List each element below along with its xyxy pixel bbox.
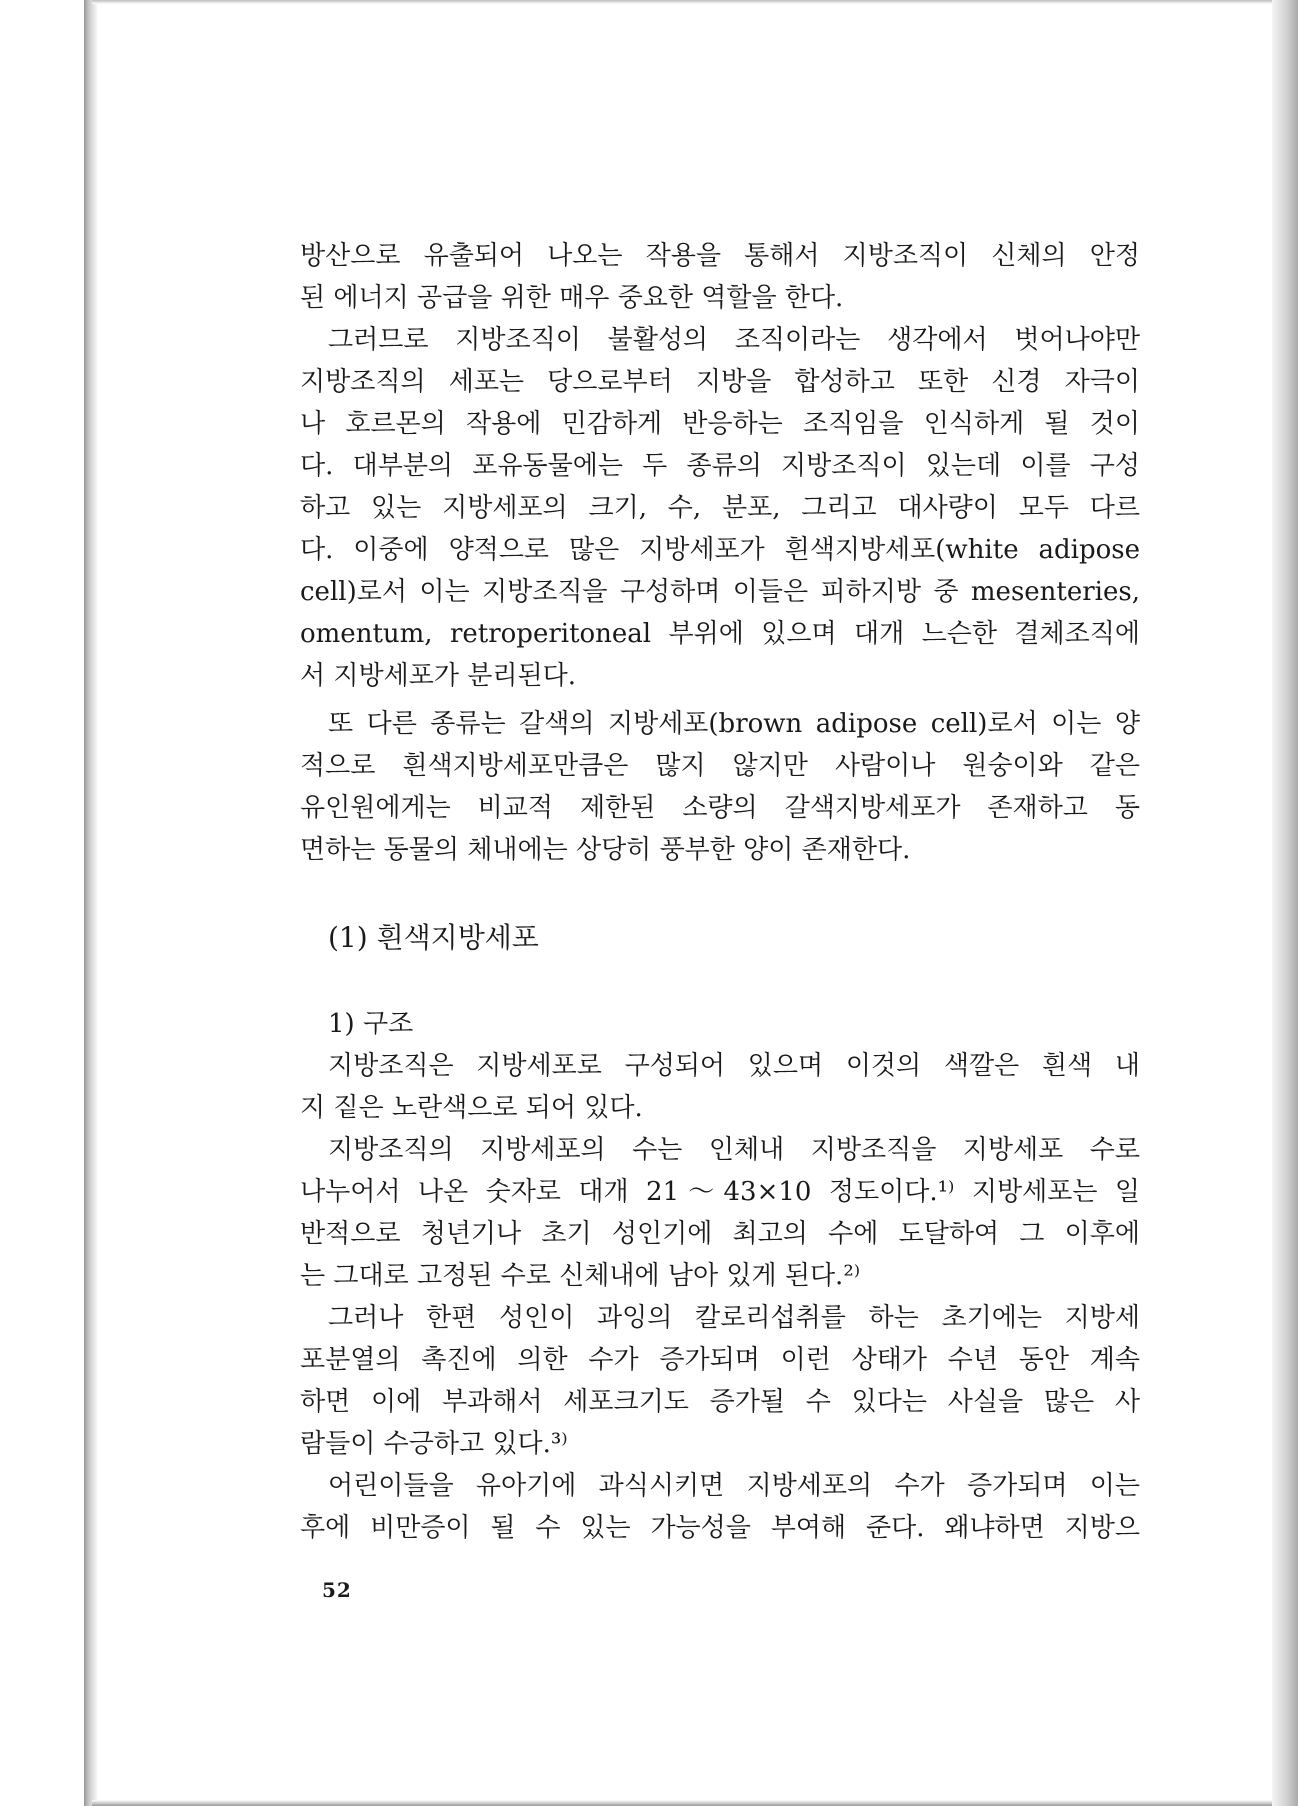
paragraph-1-line-2: 된 에너지 공급을 위한 매우 중요한 역할을 한다. bbox=[300, 283, 844, 313]
paragraph-2-line-8: omentum, retroperitoneal 부위에 있으며 대개 느슨한 결체조직에 bbox=[300, 619, 1140, 649]
paragraph-5-line-1: 지방조직의 지방세포의 수는 인체내 지방조직을 지방세포 수로 bbox=[328, 1135, 1140, 1165]
paragraph-4-line-1: 지방조직은 지방세포로 구성되어 있으며 이것의 색깔은 흰색 내 bbox=[328, 1051, 1140, 1081]
paragraph-6-line-4: 람들이 수긍하고 있다.³⁾ bbox=[300, 1429, 568, 1459]
subsection-heading: 1) 구조 bbox=[328, 1009, 414, 1039]
page-right-edge bbox=[1272, 0, 1298, 1806]
paragraph-1-line-1: 방산으로 유출되어 나오는 작용을 통해서 지방조직이 신체의 안정 bbox=[300, 241, 1140, 271]
paragraph-6-line-1: 그러나 한편 성인이 과잉의 칼로리섭취를 하는 초기에는 지방세 bbox=[328, 1303, 1140, 1333]
paragraph-3-line-4: 면하는 동물의 체내에는 상당히 풍부한 양이 존재한다. bbox=[300, 835, 911, 865]
paragraph-5-line-4: 는 그대로 고정된 수로 신체내에 남아 있게 된다.²⁾ bbox=[300, 1261, 861, 1291]
paragraph-3-line-1: 또 다른 종류는 갈색의 지방세포(brown adipose cell)로서 이는 양 bbox=[328, 709, 1140, 739]
paragraph-5-line-2: 나누어서 나온 숫자로 대개 21～43×10 정도이다.¹⁾ 지방세포는 일 bbox=[300, 1177, 1140, 1207]
paragraph-2-line-1: 그러므로 지방조직이 불활성의 조직이라는 생각에서 벗어나야만 bbox=[328, 325, 1140, 355]
page-top-edge bbox=[92, 0, 1272, 4]
paragraph-3-line-3: 유인원에게는 비교적 제한된 소량의 갈색지방세포가 존재하고 동 bbox=[300, 793, 1140, 823]
paragraph-7-line-2: 후에 비만증이 될 수 있는 가능성을 부여해 준다. 왜냐하면 지방으 bbox=[300, 1513, 1140, 1543]
paragraph-2-line-5: 하고 있는 지방세포의 크기, 수, 분포, 그리고 대사량이 모두 다르 bbox=[300, 493, 1140, 523]
paragraph-3-line-2: 적으로 흰색지방세포만큼은 많지 않지만 사람이나 원숭이와 같은 bbox=[300, 751, 1140, 781]
paragraph-2-line-4: 다. 대부분의 포유동물에는 두 종류의 지방조직이 있는데 이를 구성 bbox=[300, 451, 1140, 481]
page-left-edge bbox=[84, 0, 98, 1806]
paragraph-2-line-7: cell)로서 이는 지방조직을 구성하며 이들은 피하지방 중 mesenteries, bbox=[300, 577, 1140, 607]
paragraph-2-line-3: 나 호르몬의 작용에 민감하게 반응하는 조직임을 인식하게 될 것이 bbox=[300, 409, 1140, 439]
section-heading: (1) 흰색지방세포 bbox=[328, 921, 539, 954]
page-bottom-edge bbox=[92, 1800, 1272, 1806]
paragraph-4-line-2: 지 짙은 노란색으로 되어 있다. bbox=[300, 1093, 643, 1123]
paragraph-2-line-2: 지방조직의 세포는 당으로부터 지방을 합성하고 또한 신경 자극이 bbox=[300, 367, 1140, 397]
paragraph-6-line-2: 포분열의 촉진에 의한 수가 증가되며 이런 상태가 수년 동안 계속 bbox=[300, 1345, 1140, 1375]
paragraph-2-line-6: 다. 이중에 양적으로 많은 지방세포가 흰색지방세포(white adipose bbox=[300, 535, 1140, 565]
paragraph-5-line-3: 반적으로 청년기나 초기 성인기에 최고의 수에 도달하여 그 이후에 bbox=[300, 1219, 1140, 1249]
paragraph-7-line-1: 어린이들을 유아기에 과식시키면 지방세포의 수가 증가되며 이는 bbox=[328, 1471, 1140, 1501]
paragraph-6-line-3: 하면 이에 부과해서 세포크기도 증가될 수 있다는 사실을 많은 사 bbox=[300, 1387, 1140, 1417]
paragraph-2-line-9: 서 지방세포가 분리된다. bbox=[300, 661, 576, 691]
page-number: 52 bbox=[322, 1578, 352, 1602]
